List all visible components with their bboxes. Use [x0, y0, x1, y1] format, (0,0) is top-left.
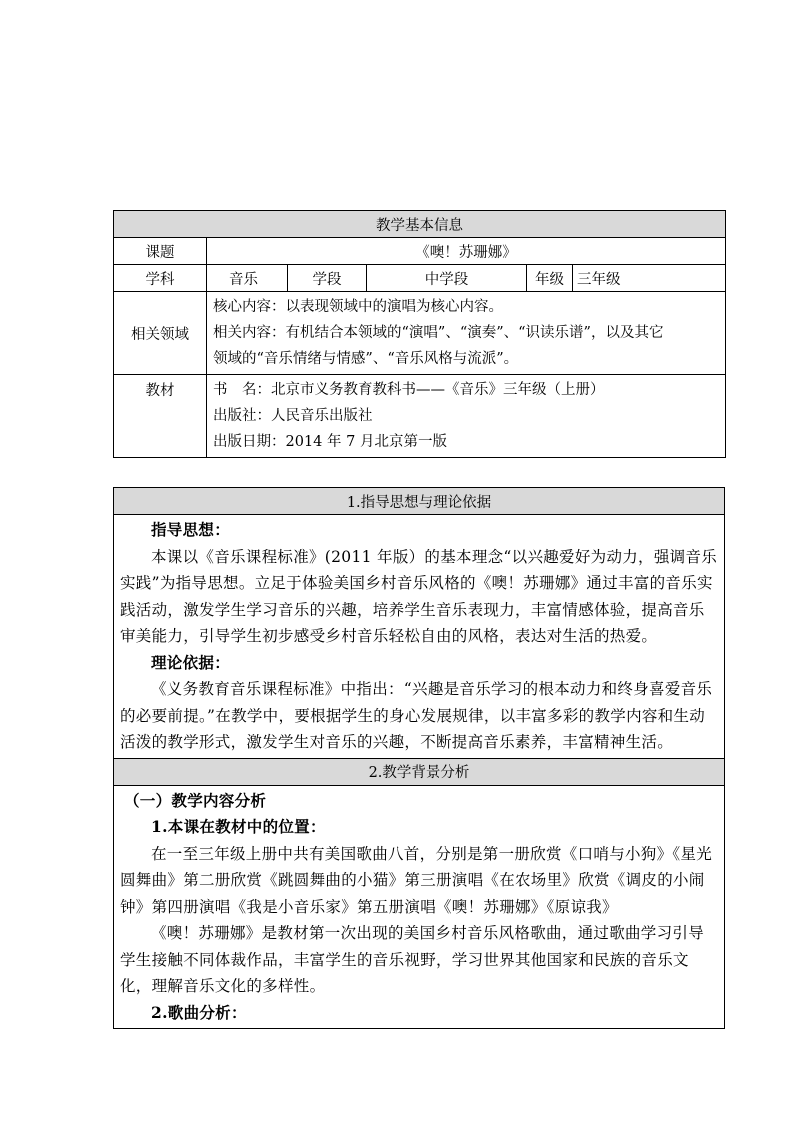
topic-label: 课题: [114, 238, 207, 265]
domain-content: [207, 292, 726, 375]
basic-info-table: [113, 210, 726, 458]
theory-text: 《义务教育音乐课程标准》中指出：“兴趣是音乐学习的根本动力和终身喜爱音乐的必要前提。”在教学中，要根据学生的身心发展规律，以丰富多彩的教学内容和生动活泼的教学形式，激发学生对音乐的兴趣，不断提高音乐素养，丰富精神生活。: [120, 680, 713, 751]
song-intro-text: 《噢！苏珊娜》是教材第一次出现的美国乡村音乐风格歌曲，通过歌曲学习引导学生接触不同体裁作品，丰富学生的音乐视野，学习世界其他国家和民族的音乐文化，理解音乐文化的多样性。: [120, 924, 705, 995]
domain-line: 核心内容：以表现领域中的演唱为核心内容。: [213, 299, 503, 315]
basic-info-header: 教学基本信息: [114, 211, 726, 238]
section1-body: [114, 515, 725, 759]
stage-value: 中学段: [367, 265, 527, 292]
stage-label: 学段: [288, 265, 367, 292]
topic-value: 《噢！苏珊娜》: [207, 238, 726, 265]
domain-label: 相关领域: [114, 292, 207, 375]
song-analysis-heading: 2.歌曲分析：: [151, 1002, 247, 1022]
position-text: 在一至三年级上册中共有美国歌曲八首，分别是第一册欣赏《口哨与小狗》《星光圆舞曲》第二册欣赏《跳圆舞曲的小猫》第三册演唱《在农场里》欣赏《调皮的小闹钟》第四册演唱《我是小音乐家》第五册演唱《噢！苏珊娜》《原谅我》: [120, 844, 713, 916]
analysis-table: [113, 487, 725, 1029]
textbook-content: [207, 375, 726, 458]
section2-header: 2.教学背景分析: [114, 758, 725, 785]
textbook-line: 出版社：人民音乐出版社: [213, 408, 373, 424]
grade-value: 三年级: [573, 265, 726, 292]
section1-header: 1.指导思想与理论依据: [114, 488, 725, 515]
domain-line: 相关内容：有机结合本领域的“演唱”、“演奏”、“识读乐谱”，以及其它: [213, 325, 664, 341]
domain-line: 领域的“音乐情绪与情感”、“音乐风格与流派”。: [213, 351, 519, 367]
textbook-line: 书 名：北京市义务教育教科书——《音乐》三年级（上册）: [213, 382, 605, 398]
guide-text: 本课以《音乐课程标准》(2011 年版）的基本理念“以兴趣爱好为动力，强调音乐实践”为指导思想。立足于体验美国乡村音乐风格的《噢！苏珊娜》通过丰富的音乐实践活动，激发学生学习音乐的兴趣，培养学生音乐表现力，丰富情感体验，提高音乐审美能力，引导学生初步感受乡村音乐轻松自由的风格，表达对生活的热爱。: [120, 547, 718, 645]
textbook-line: 出版日期：2014 年 7 月北京第一版: [213, 434, 447, 450]
subject-label: 学科: [114, 265, 207, 292]
section2-body: [114, 785, 725, 1029]
guide-heading: 指导思想：: [151, 520, 231, 539]
grade-label: 年级: [527, 265, 573, 292]
theory-heading: 理论依据：: [151, 652, 231, 672]
position-heading: 1.本课在教材中的位置：: [151, 817, 326, 836]
textbook-label: 教材: [114, 375, 207, 458]
content-analysis-heading: （一）教学内容分析: [124, 790, 267, 810]
subject-value: 音乐: [207, 265, 288, 292]
